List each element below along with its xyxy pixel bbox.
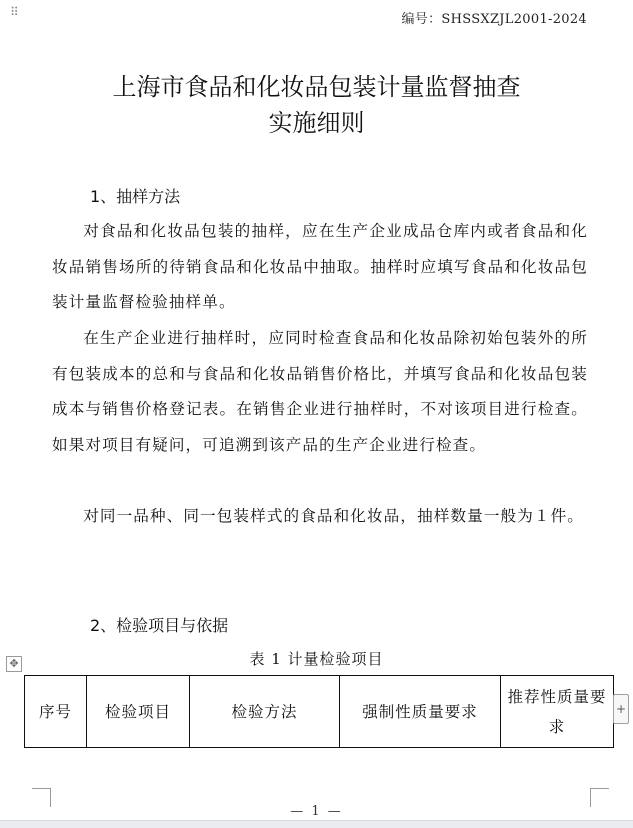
section-heading-sampling: 1、抽样方法	[90, 187, 181, 206]
paragraph: 对食品和化妆品包装的抽样，应在生产企业成品仓库内或者食品和化妆品销售场所的待销食品和化妆品中抽取。抽样时应填写食品和化妆品包装计量监督检验抽样单。	[52, 222, 588, 311]
table-header-cell[interactable]: 序号	[25, 676, 87, 748]
section-heading-inspection-items: 2、检验项目与依据	[90, 616, 229, 635]
add-column-icon[interactable]: +	[613, 694, 629, 724]
document-title-line2: 实施细则	[268, 109, 365, 137]
table-caption: 表 1 计量检验项目	[249, 650, 384, 668]
document-number: 编号：SHSSXZJL2001-2024	[401, 12, 587, 27]
table-header-cell[interactable]: 强制性质量要求	[340, 676, 501, 748]
paragraph: 对同一品种、同一包装样式的食品和化妆品，抽样数量一般为１件。	[83, 507, 585, 525]
paragraph: 在生产企业进行抽样时，应同时检查食品和化妆品除初始包装外的所有包装成本的总和与食品和化妆品销售价格比，并填写食品和化妆品包装成本与销售价格登记表。在销售企业进行抽样时，不对该项目进行检查。如果对项目有疑问，可追溯到该产品的生产企业进行检查。	[52, 329, 588, 454]
table-header-row	[25, 676, 614, 748]
document-title-line1: 上海市食品和化妆品包装计量监督抽查	[112, 73, 521, 101]
table-header-cell[interactable]: 推荐性质量要求	[501, 676, 614, 748]
page-number: — 1 —	[290, 804, 343, 819]
inspection-items-table	[24, 675, 614, 748]
drag-handle-icon[interactable]: ⠿	[10, 5, 18, 19]
table-header-cell[interactable]: 检验方法	[190, 676, 340, 748]
table-move-icon[interactable]: ✥	[6, 656, 22, 672]
table-header-cell[interactable]: 检验项目	[87, 676, 190, 748]
